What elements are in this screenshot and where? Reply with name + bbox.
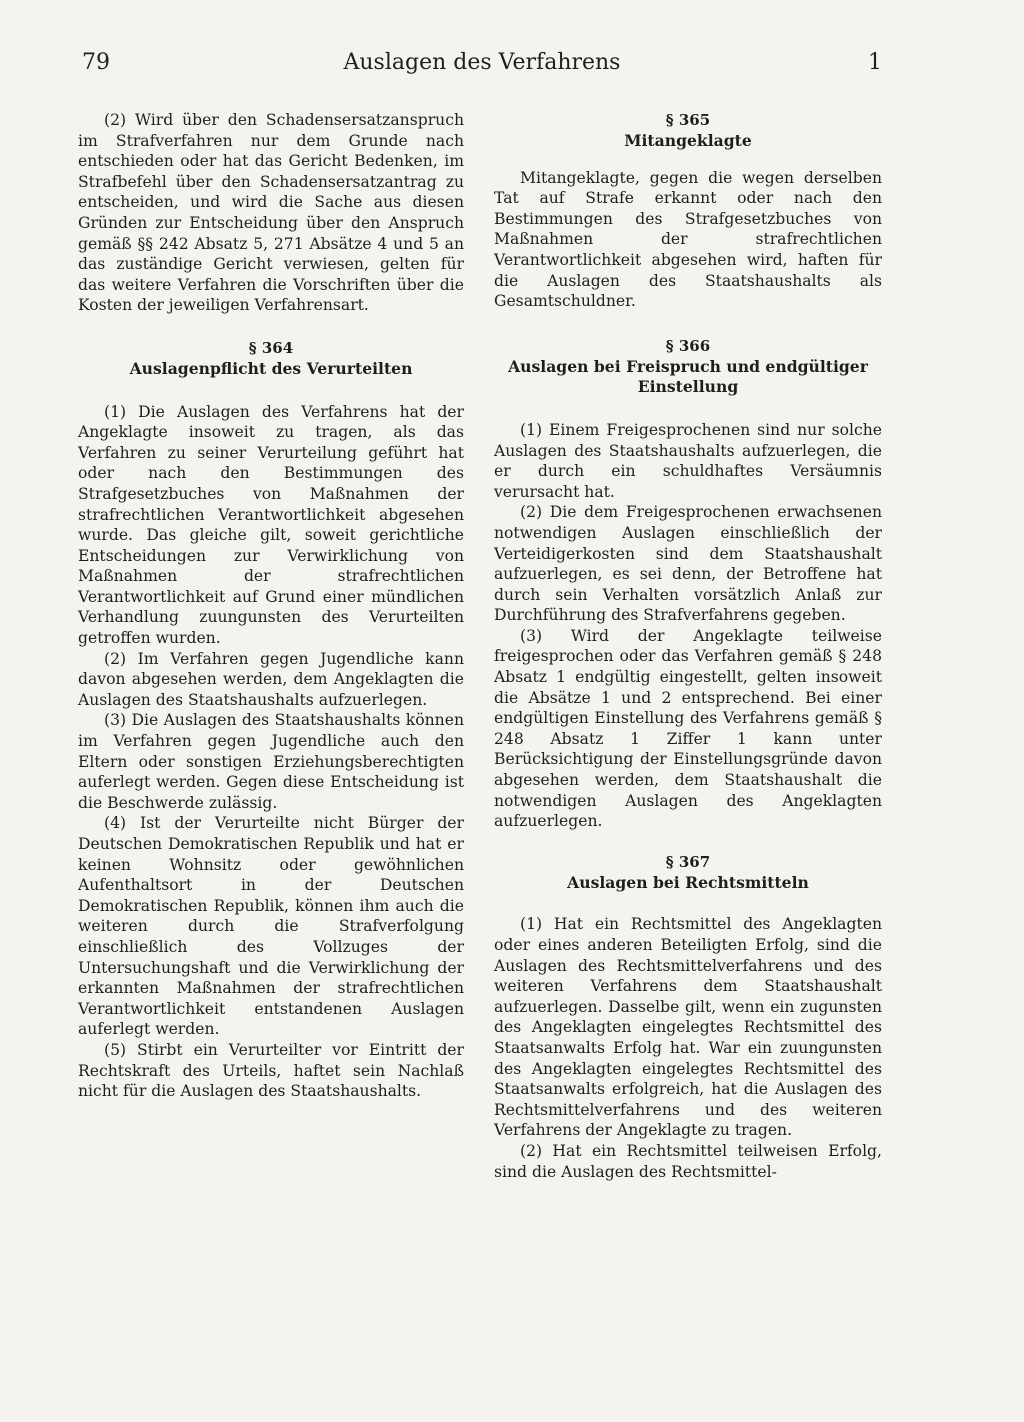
section-title: Mitangeklagte — [624, 131, 752, 150]
chapter-mark: 1 — [868, 50, 882, 75]
section-364-heading — [78, 338, 464, 380]
paragraph-366-3: (3) Wird der Angeklagte teilweise freigesprochen oder das Verfahren gemäß § 248 Absatz 1 endgültig eingestellt, gelten insoweit die Absätze 1 und 2 entsprechend. Bei einer endgültigen Einstellung des Verfahrens gemäß § 248 Absatz 1 Ziffer 1 kann unter Berücksichtigung der Einstellungsgründe davon abgesehen werden, dem Staatshaushalt die notwendigen Auslagen des Angeklagten aufzuerlegen. — [494, 626, 882, 831]
section-number: § 366 — [665, 336, 711, 355]
paragraph-364-1: (1) Die Auslagen des Verfahrens hat der Angeklagte insoweit zu tragen, als das Verfahren zu seiner Verurteilung geführt hat oder nach den Bestimmungen des Strafgesetzbuches von Maßnahmen der strafrechtlichen Verantwortlichkeit abgesehen wurde. Das gleiche gilt, soweit gerichtliche Entscheidungen zur Verwirklichung von Maßnahmen der strafrechtlichen Verantwortlichkeit auf Grund einer mündlichen Verhandlung zuungunsten des Verurteilten getroffen wurden. — [78, 402, 464, 648]
paragraph-365: Mitangeklagte, gegen die wegen derselben Tat auf Strafe erkannt oder nach den Bestimmungen des Strafgesetzbuches von Maßnahmen der strafrechtlichen Verantwortlichkeit abgesehen wird, haften für die Auslagen des Staatshaushalts als Gesamtschuldner. — [494, 168, 882, 311]
paragraph-364-5: (5) Stirbt ein Verurteilter vor Eintritt der Rechtskraft des Urteils, haftet sein Nachlaß nicht für die Auslagen des Staatshaushalts. — [78, 1040, 464, 1101]
paragraph-366-1: (1) Einem Freigesprochenen sind nur solche Auslagen des Staatshaushalts aufzuerlegen, die er durch ein schuldhaftes Versäumnis verursacht hat. — [494, 420, 882, 501]
left-column — [78, 110, 464, 1102]
paragraph-364-4: (4) Ist der Verurteilte nicht Bürger der Deutschen Demokratischen Republik und hat er keinen Wohnsitz oder gewöhnlichen Aufenthaltsort in der Deutschen Demokratischen Republik, können ihm auch die weiteren durch die Strafverfolgung einschließlich des Vollzuges der Untersuchungshaft und die Verwirklichung der erkannten Maßnahmen der strafrechtlichen Verantwortlichkeit entstandenen Auslagen auferlegt werden. — [78, 814, 464, 1039]
section-title: Auslagen bei Rechtsmitteln — [567, 872, 809, 892]
paragraph-367-2: (2) Hat ein Rechtsmittel teilweisen Erfolg, sind die Auslagen des Rechtsmittel- — [494, 1141, 882, 1181]
section-number: § 367 — [665, 852, 711, 871]
paragraph-366-2: (2) Die dem Freigesprochenen erwachsenen notwendigen Auslagen einschließlich der Verteidigerkosten sind dem Staatshaushalt aufzuerlegen, es sei denn, der Betroffene hat durch sein Verhalten vorsätzlich Anlaß zur Durchführung des Strafverfahrens gegeben. — [494, 503, 882, 625]
section-title: Auslagen bei Freispruch und endgültiger Einstellung — [508, 356, 868, 397]
page-header — [82, 50, 882, 84]
section-number: § 365 — [665, 111, 711, 129]
section-366-heading — [494, 336, 882, 398]
paragraph-364-3: (3) Die Auslagen des Staatshaushalts können im Verfahren gegen Jugendliche auch den Eltern oder sonstigen Erziehungsberechtigten auferlegt werden. Gegen diese Entscheidung ist die Beschwerde zulässig. — [78, 711, 464, 812]
running-title: Auslagen des Verfahrens — [343, 50, 621, 75]
page-number: 79 — [82, 50, 110, 75]
section-365-heading — [494, 110, 882, 152]
right-column — [494, 110, 882, 1182]
paragraph-364-2: (2) Im Verfahren gegen Jugendliche kann davon abgesehen werden, dem Angeklagten die Auslagen des Staatshaushalts aufzuerlegen. — [78, 649, 464, 709]
paragraph-367-1: (1) Hat ein Rechtsmittel des Angeklagten oder eines anderen Beteiligten Erfolg, sind die Auslagen des Rechtsmittelverfahrens und des weiteren Verfahrens dem Staatshaushalt aufzuerlegen. Dasselbe gilt, wenn ein zugunsten des Angeklagten eingelegtes Rechtsmittel des Staatsanwalts Erfolg hat. War ein zuungunsten des Angeklagten eingelegtes Rechtsmittel des Staatsanwalts erfolgreich, hat die Auslagen des Rechtsmittelverfahrens und des weiteren Verfahrens der Angeklagte zu tragen. — [494, 915, 882, 1140]
section-367-heading — [494, 852, 882, 894]
section-title: Auslagenpflicht des Verurteilten — [129, 358, 413, 378]
section-number: § 364 — [248, 338, 294, 357]
paragraph-363-2: (2) Wird über den Schadensersatzanspruch im Strafverfahren nur dem Grunde nach entschieden oder hat das Gericht Bedenken, im Strafbefehl über den Schadensersatzantrag zu entscheiden, und wird die Sache aus diesen Gründen zur Entscheidung über den Anspruch gemäß §§ 242 Absatz 5, 271 Absätze 4 und 5 an das zuständige Gericht verwiesen, gelten für das weitere Verfahren die Vorschriften über die Kosten der jeweiligen Verfahrensart. — [78, 111, 464, 315]
